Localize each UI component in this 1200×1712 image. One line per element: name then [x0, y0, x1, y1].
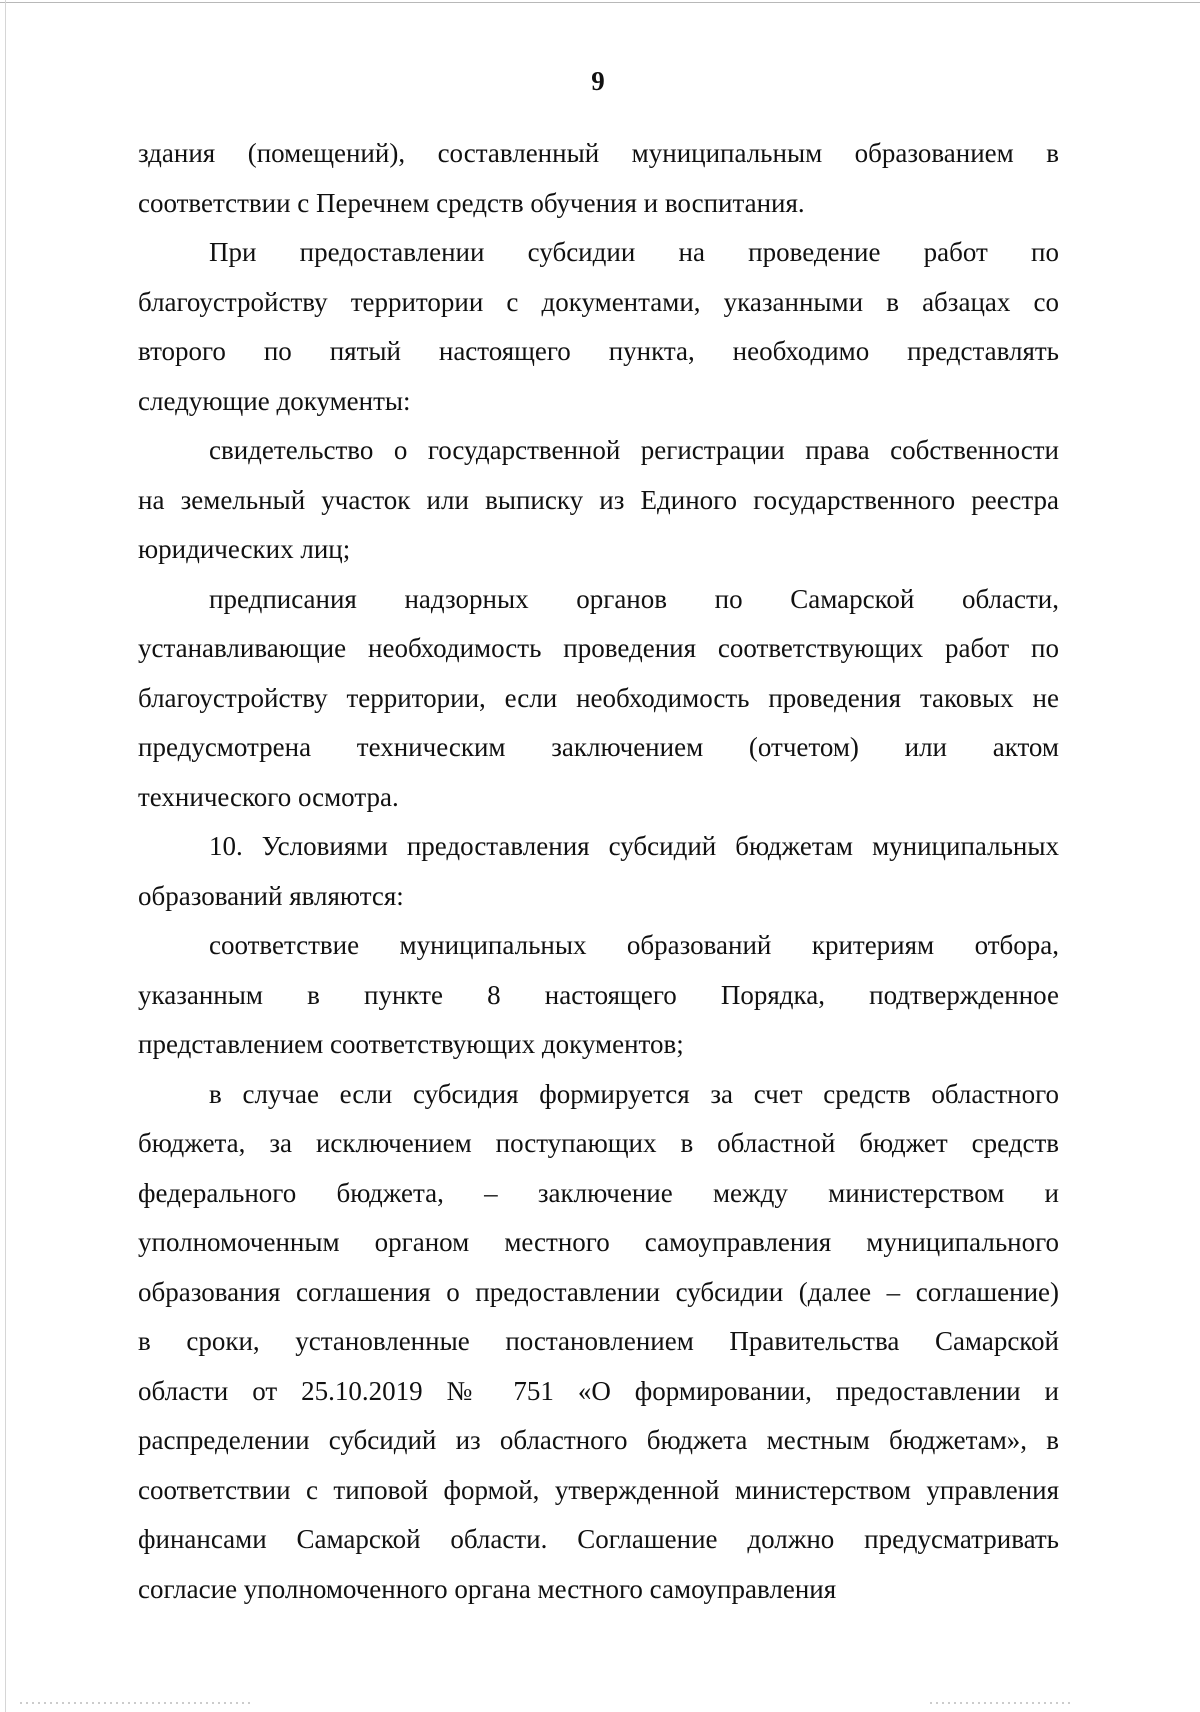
- text-line: финансами Самарской области. Соглашение должно предусматривать: [138, 1524, 1059, 1554]
- text-line: в сроки, установленные постановлением Правительства Самарской: [138, 1326, 1059, 1356]
- text-line: образований являются:: [138, 880, 404, 911]
- scan-artifact: [930, 1702, 1070, 1704]
- text-line: юридических лиц;: [138, 534, 351, 564]
- text-line: технического осмотра.: [138, 781, 399, 812]
- scan-artifact: [20, 1702, 250, 1704]
- page-number: 9: [591, 66, 605, 96]
- text-line: соответствие муниципальных образований критериям отбора,: [209, 930, 1059, 960]
- paragraph: [138, 426, 1059, 575]
- text-line: свидетельство о государственной регистрации права собственности: [209, 435, 1059, 465]
- paragraph: [138, 1070, 1059, 1615]
- text-line: области от 25.10.2019 № 751 «О формировании, предоставлении и: [138, 1375, 1059, 1406]
- text-line: образования соглашения о предоставлении субсидии (далее – соглашение): [138, 1276, 1059, 1307]
- text-line: благоустройству территории, если необходимость проведения таковых не: [138, 682, 1059, 713]
- text-line: предписания надзорных органов по Самарской области,: [209, 583, 1059, 614]
- text-line: соответствии с Перечнем средств обучения и воспитания.: [138, 187, 805, 218]
- text-line: При предоставлении субсидии на проведение работ по: [209, 237, 1059, 267]
- paragraph: [138, 575, 1059, 823]
- text-line: второго по пятый настоящего пункта, необходимо представлять: [138, 336, 1059, 366]
- text-line: указанным в пункте 8 настоящего Порядка, подтвержденное: [138, 979, 1059, 1010]
- text-line: устанавливающие необходимость проведения соответствующих работ по: [138, 633, 1059, 663]
- text-line: распределении субсидий из областного бюджета местным бюджетам», в: [138, 1425, 1059, 1455]
- paragraph: [138, 921, 1059, 1070]
- text-line: бюджета, за исключением поступающих в областной бюджет средств: [138, 1128, 1059, 1158]
- text-line: благоустройству территории с документами, указанными в абзацах со: [138, 286, 1059, 317]
- document-body: [138, 129, 1059, 1614]
- scan-top-edge: [0, 2, 1200, 3]
- text-line: предусмотрена техническим заключением (отчетом) или актом: [138, 732, 1059, 762]
- text-line: уполномоченным органом местного самоуправления муниципального: [138, 1227, 1059, 1257]
- text-line: здания (помещений), составленный муниципальным образованием в: [138, 138, 1059, 168]
- text-line: представлением соответствующих документов;: [138, 1029, 684, 1059]
- scan-left-edge: [5, 0, 6, 1712]
- text-line: на земельный участок или выписку из Единого государственного реестра: [138, 484, 1059, 515]
- text-line: согласие уполномоченного органа местного самоуправления: [138, 1573, 837, 1604]
- text-line: 10. Условиями предоставления субсидий бюджетам муниципальных: [209, 831, 1059, 861]
- paragraph: [138, 129, 1059, 228]
- text-line: следующие документы:: [138, 385, 411, 416]
- paragraph: [138, 228, 1059, 426]
- text-line: соответствии с типовой формой, утвержденной министерством управления: [138, 1474, 1059, 1505]
- paragraph: [138, 822, 1059, 921]
- text-line: федерального бюджета, – заключение между министерством и: [138, 1177, 1059, 1208]
- text-line: в случае если субсидия формируется за счет средств областного: [209, 1078, 1059, 1109]
